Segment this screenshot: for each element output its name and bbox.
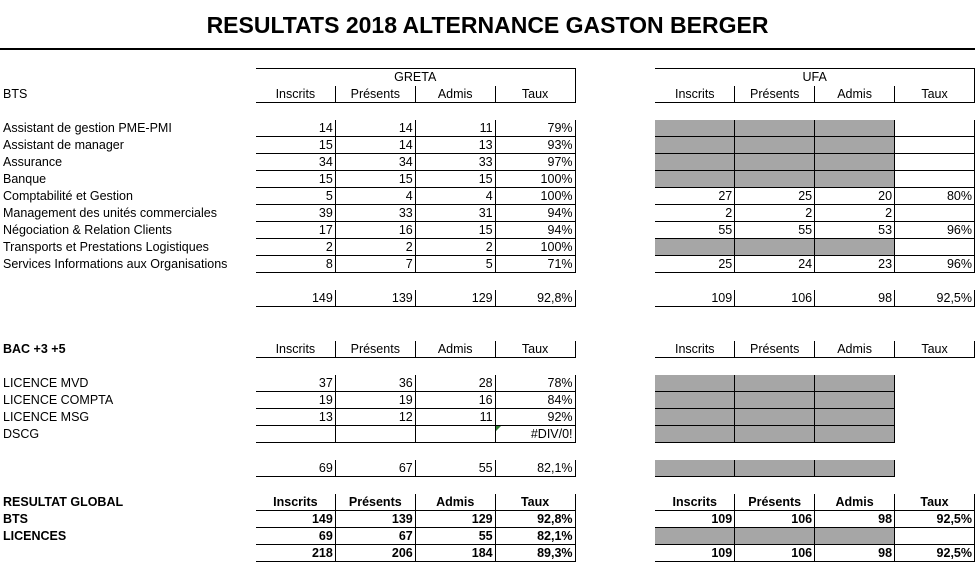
greta-total-taux: 82,1% bbox=[495, 460, 575, 477]
ufa-inscrits-cell bbox=[655, 120, 735, 137]
greta-admis-cell: 15 bbox=[415, 171, 495, 188]
bts-row-label: Négociation & Relation Clients bbox=[3, 222, 172, 237]
global-total-ufa-inscrits: 109 bbox=[655, 545, 735, 562]
ufa-total-admis bbox=[815, 460, 895, 477]
ufa-group-header: UFA bbox=[655, 69, 975, 86]
greta-header-admis: Admis bbox=[415, 341, 495, 358]
global-total-ufa-presents: 106 bbox=[735, 545, 815, 562]
ufa-total-taux bbox=[895, 460, 975, 477]
greta-taux-cell: 100% bbox=[495, 239, 575, 256]
greta-presents-cell: 15 bbox=[335, 171, 415, 188]
ufa-total-inscrits bbox=[655, 460, 735, 477]
ufa-presents-cell bbox=[735, 392, 815, 409]
ufa-taux-cell bbox=[895, 171, 975, 188]
results-sheet bbox=[0, 68, 975, 562]
greta-header-admis: Admis bbox=[415, 494, 495, 511]
greta-taux-cell: 71% bbox=[495, 256, 575, 273]
ufa-inscrits-cell: 25 bbox=[655, 256, 735, 273]
ufa-admis-cell: 20 bbox=[815, 188, 895, 205]
greta-presents-cell: 16 bbox=[335, 222, 415, 239]
bac-section-label: BAC +3 +5 bbox=[3, 341, 66, 356]
bts-row-label: Management des unités commerciales bbox=[3, 205, 217, 220]
global-lic-greta-taux: 82,1% bbox=[495, 528, 575, 545]
global-lic-ufa-taux bbox=[895, 528, 975, 545]
ufa-header-taux: Taux bbox=[895, 341, 975, 358]
bts-row-label: Transports et Prestations Logistiques bbox=[3, 239, 209, 254]
greta-inscrits-cell: 13 bbox=[255, 409, 335, 426]
ufa-taux-cell bbox=[895, 120, 975, 137]
greta-total-presents: 67 bbox=[335, 460, 415, 477]
greta-inscrits-cell: 15 bbox=[255, 171, 335, 188]
greta-total-taux: 92,8% bbox=[495, 290, 575, 307]
greta-admis-cell: 11 bbox=[415, 120, 495, 137]
greta-admis-cell: 13 bbox=[415, 137, 495, 154]
bts-row-label: Services Informations aux Organisations bbox=[3, 256, 228, 271]
greta-admis-cell: 5 bbox=[415, 256, 495, 273]
ufa-taux-cell bbox=[895, 426, 975, 443]
greta-taux-cell: 97% bbox=[495, 154, 575, 171]
global-total-greta-taux: 89,3% bbox=[495, 545, 575, 562]
ufa-presents-cell bbox=[735, 239, 815, 256]
greta-admis-cell: 28 bbox=[415, 375, 495, 392]
greta-presents-cell: 2 bbox=[335, 239, 415, 256]
greta-taux-cell: 100% bbox=[495, 171, 575, 188]
global-section-label: RESULTAT GLOBAL bbox=[3, 494, 124, 509]
ufa-total-inscrits: 109 bbox=[655, 290, 735, 307]
greta-taux-cell: 100% bbox=[495, 188, 575, 205]
ufa-inscrits-cell bbox=[655, 239, 735, 256]
ufa-presents-cell bbox=[735, 137, 815, 154]
ufa-admis-cell bbox=[815, 239, 895, 256]
ufa-admis-cell: 23 bbox=[815, 256, 895, 273]
global-lic-greta-inscrits: 69 bbox=[255, 528, 335, 545]
greta-admis-cell: 2 bbox=[415, 239, 495, 256]
ufa-inscrits-cell bbox=[655, 392, 735, 409]
ufa-header-inscrits: Inscrits bbox=[655, 494, 735, 511]
ufa-taux-cell: 96% bbox=[895, 222, 975, 239]
ufa-presents-cell bbox=[735, 409, 815, 426]
ufa-presents-cell: 55 bbox=[735, 222, 815, 239]
bts-row-label: Assurance bbox=[3, 154, 63, 169]
global-bts-ufa-taux: 92,5% bbox=[895, 511, 975, 528]
ufa-admis-cell: 2 bbox=[815, 205, 895, 222]
greta-inscrits-cell: 39 bbox=[255, 205, 335, 222]
ufa-total-admis: 98 bbox=[815, 290, 895, 307]
greta-presents-cell: 12 bbox=[335, 409, 415, 426]
ufa-taux-cell bbox=[895, 205, 975, 222]
greta-taux-cell: 94% bbox=[495, 222, 575, 239]
global-total-ufa-admis: 98 bbox=[815, 545, 895, 562]
ufa-inscrits-cell: 27 bbox=[655, 188, 735, 205]
global-bts-ufa-inscrits: 109 bbox=[655, 511, 735, 528]
global-total-ufa-taux: 92,5% bbox=[895, 545, 975, 562]
global-bts-greta-presents: 139 bbox=[335, 511, 415, 528]
ufa-inscrits-cell bbox=[655, 426, 735, 443]
greta-total-admis: 129 bbox=[415, 290, 495, 307]
ufa-presents-cell: 25 bbox=[735, 188, 815, 205]
ufa-header-presents: Présents bbox=[735, 341, 815, 358]
ufa-presents-cell bbox=[735, 426, 815, 443]
bts-section-label: BTS bbox=[3, 86, 28, 101]
ufa-admis-cell bbox=[815, 375, 895, 392]
ufa-inscrits-cell bbox=[655, 154, 735, 171]
ufa-inscrits-cell: 2 bbox=[655, 205, 735, 222]
bac-row-label: LICENCE MVD bbox=[3, 375, 89, 390]
ufa-header-admis: Admis bbox=[815, 86, 895, 103]
greta-inscrits-cell: 17 bbox=[255, 222, 335, 239]
greta-presents-cell bbox=[335, 426, 415, 443]
greta-taux-cell: 92% bbox=[495, 409, 575, 426]
global-bts-ufa-presents: 106 bbox=[735, 511, 815, 528]
greta-presents-cell: 14 bbox=[335, 120, 415, 137]
ufa-inscrits-cell bbox=[655, 137, 735, 154]
ufa-taux-cell: 80% bbox=[895, 188, 975, 205]
greta-header-taux: Taux bbox=[495, 494, 575, 511]
ufa-admis-cell bbox=[815, 426, 895, 443]
ufa-presents-cell: 2 bbox=[735, 205, 815, 222]
greta-total-admis: 55 bbox=[415, 460, 495, 477]
ufa-presents-cell: 24 bbox=[735, 256, 815, 273]
greta-taux-cell: 79% bbox=[495, 120, 575, 137]
greta-taux-cell: 93% bbox=[495, 137, 575, 154]
greta-header-taux: Taux bbox=[495, 86, 575, 103]
greta-presents-cell: 34 bbox=[335, 154, 415, 171]
ufa-admis-cell bbox=[815, 409, 895, 426]
greta-inscrits-cell: 8 bbox=[255, 256, 335, 273]
ufa-admis-cell bbox=[815, 137, 895, 154]
global-bts-label: BTS bbox=[3, 511, 28, 526]
greta-header-inscrits: Inscrits bbox=[255, 494, 335, 511]
ufa-taux-cell bbox=[895, 239, 975, 256]
global-lic-greta-admis: 55 bbox=[415, 528, 495, 545]
greta-total-inscrits: 69 bbox=[255, 460, 335, 477]
ufa-header-admis: Admis bbox=[815, 494, 895, 511]
ufa-inscrits-cell bbox=[655, 409, 735, 426]
ufa-inscrits-cell bbox=[655, 171, 735, 188]
greta-taux-cell: #DIV/0! bbox=[495, 426, 575, 443]
greta-admis-cell: 15 bbox=[415, 222, 495, 239]
greta-admis-cell: 31 bbox=[415, 205, 495, 222]
greta-inscrits-cell: 19 bbox=[255, 392, 335, 409]
global-total-greta-admis: 184 bbox=[415, 545, 495, 562]
greta-inscrits-cell: 2 bbox=[255, 239, 335, 256]
ufa-presents-cell bbox=[735, 154, 815, 171]
ufa-header-taux: Taux bbox=[895, 86, 975, 103]
bac-row-label: LICENCE MSG bbox=[3, 409, 90, 424]
greta-inscrits-cell bbox=[255, 426, 335, 443]
global-lic-ufa-admis bbox=[815, 528, 895, 545]
greta-header-presents: Présents bbox=[335, 341, 415, 358]
greta-inscrits-cell: 34 bbox=[255, 154, 335, 171]
ufa-header-admis: Admis bbox=[815, 341, 895, 358]
greta-admis-cell bbox=[415, 426, 495, 443]
ufa-total-presents bbox=[735, 460, 815, 477]
global-bts-greta-admis: 129 bbox=[415, 511, 495, 528]
ufa-taux-cell bbox=[895, 409, 975, 426]
ufa-taux-cell bbox=[895, 375, 975, 392]
greta-group-header: GRETA bbox=[255, 69, 575, 86]
bts-row-label: Comptabilité et Gestion bbox=[3, 188, 133, 203]
greta-presents-cell: 36 bbox=[335, 375, 415, 392]
ufa-taux-cell bbox=[895, 137, 975, 154]
greta-taux-cell: 94% bbox=[495, 205, 575, 222]
greta-total-presents: 139 bbox=[335, 290, 415, 307]
bac-row-label: LICENCE COMPTA bbox=[3, 392, 114, 407]
greta-header-inscrits: Inscrits bbox=[255, 341, 335, 358]
global-bts-greta-inscrits: 149 bbox=[255, 511, 335, 528]
greta-presents-cell: 33 bbox=[335, 205, 415, 222]
greta-inscrits-cell: 14 bbox=[255, 120, 335, 137]
ufa-total-taux: 92,5% bbox=[895, 290, 975, 307]
bts-row-label: Banque bbox=[3, 171, 47, 186]
ufa-header-presents: Présents bbox=[735, 494, 815, 511]
greta-taux-cell: 84% bbox=[495, 392, 575, 409]
greta-presents-cell: 7 bbox=[335, 256, 415, 273]
greta-total-inscrits: 149 bbox=[255, 290, 335, 307]
greta-presents-cell: 14 bbox=[335, 137, 415, 154]
global-bts-ufa-admis: 98 bbox=[815, 511, 895, 528]
greta-admis-cell: 16 bbox=[415, 392, 495, 409]
ufa-admis-cell bbox=[815, 120, 895, 137]
ufa-presents-cell bbox=[735, 375, 815, 392]
ufa-inscrits-cell: 55 bbox=[655, 222, 735, 239]
ufa-header-inscrits: Inscrits bbox=[655, 86, 735, 103]
ufa-admis-cell bbox=[815, 154, 895, 171]
ufa-taux-cell bbox=[895, 392, 975, 409]
greta-inscrits-cell: 15 bbox=[255, 137, 335, 154]
greta-header-admis: Admis bbox=[415, 86, 495, 103]
ufa-presents-cell bbox=[735, 120, 815, 137]
global-total-greta-presents: 206 bbox=[335, 545, 415, 562]
global-total-greta-inscrits: 218 bbox=[255, 545, 335, 562]
ufa-total-presents: 106 bbox=[735, 290, 815, 307]
ufa-inscrits-cell bbox=[655, 375, 735, 392]
global-lic-ufa-presents bbox=[735, 528, 815, 545]
greta-inscrits-cell: 5 bbox=[255, 188, 335, 205]
ufa-taux-cell bbox=[895, 154, 975, 171]
greta-inscrits-cell: 37 bbox=[255, 375, 335, 392]
ufa-header-taux: Taux bbox=[895, 494, 975, 511]
global-lic-ufa-inscrits bbox=[655, 528, 735, 545]
greta-admis-cell: 4 bbox=[415, 188, 495, 205]
greta-presents-cell: 19 bbox=[335, 392, 415, 409]
greta-presents-cell: 4 bbox=[335, 188, 415, 205]
greta-header-inscrits: Inscrits bbox=[255, 86, 335, 103]
ufa-presents-cell bbox=[735, 171, 815, 188]
ufa-admis-cell: 53 bbox=[815, 222, 895, 239]
greta-header-presents: Présents bbox=[335, 494, 415, 511]
global-lic-greta-presents: 67 bbox=[335, 528, 415, 545]
ufa-taux-cell: 96% bbox=[895, 256, 975, 273]
ufa-admis-cell bbox=[815, 392, 895, 409]
global-bts-greta-taux: 92,8% bbox=[495, 511, 575, 528]
ufa-admis-cell bbox=[815, 171, 895, 188]
bts-row-label: Assistant de manager bbox=[3, 137, 124, 152]
bts-row-label: Assistant de gestion PME-PMI bbox=[3, 120, 172, 135]
greta-taux-cell: 78% bbox=[495, 375, 575, 392]
greta-admis-cell: 33 bbox=[415, 154, 495, 171]
greta-admis-cell: 11 bbox=[415, 409, 495, 426]
page-title: RESULTATS 2018 ALTERNANCE GASTON BERGER bbox=[0, 0, 975, 50]
ufa-header-inscrits: Inscrits bbox=[655, 341, 735, 358]
greta-header-taux: Taux bbox=[495, 341, 575, 358]
ufa-header-presents: Présents bbox=[735, 86, 815, 103]
bac-row-label: DSCG bbox=[3, 426, 40, 441]
greta-header-presents: Présents bbox=[335, 86, 415, 103]
global-licences-label: LICENCES bbox=[3, 528, 67, 543]
